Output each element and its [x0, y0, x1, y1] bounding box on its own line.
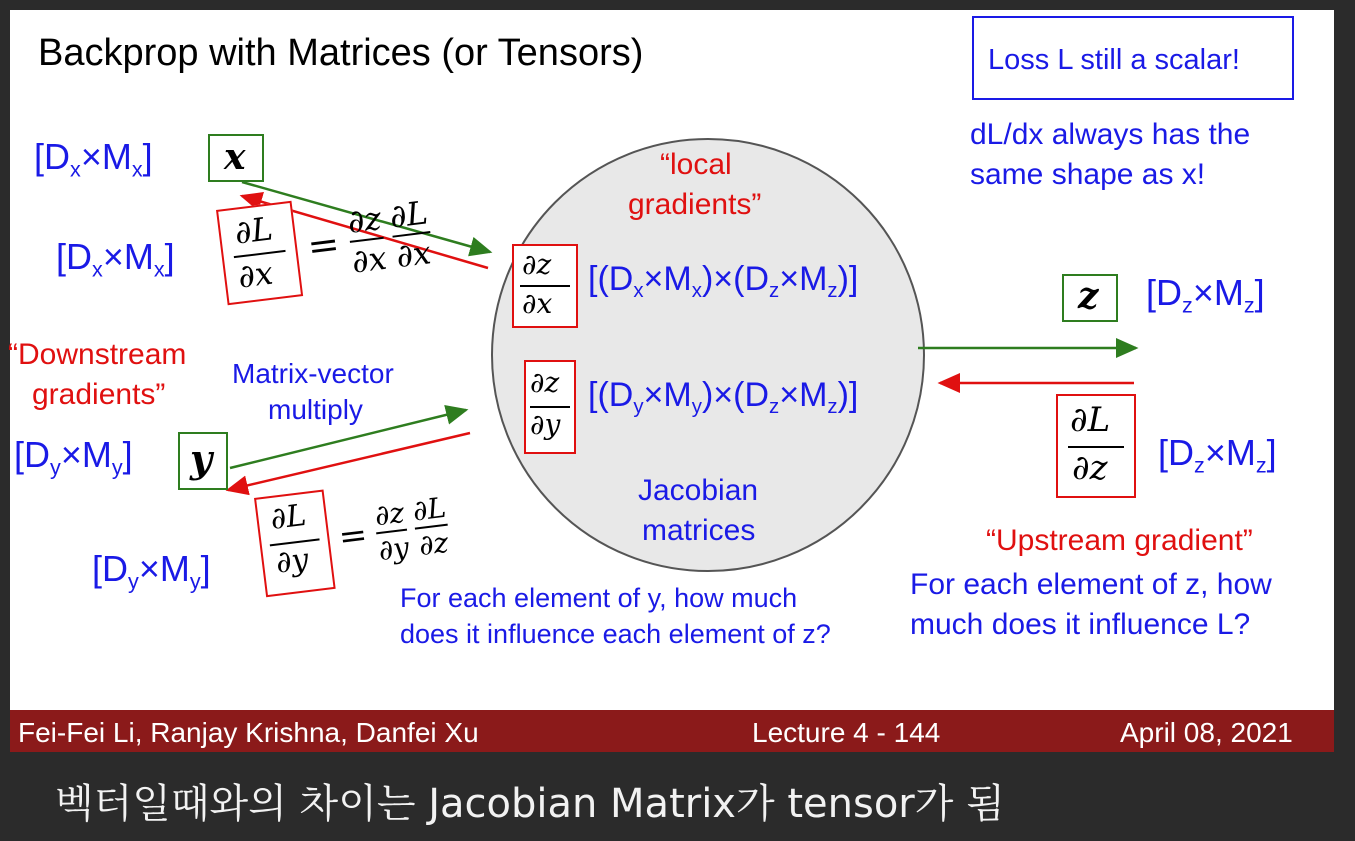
matvec-line2: multiply: [268, 394, 363, 425]
var-z-box: [1062, 274, 1118, 322]
local-gradients-line1: “local: [660, 148, 732, 181]
dim-x-grad: $[D_x\times M_x]$: [56, 236, 175, 282]
var-y-box: [178, 432, 228, 490]
footer-date: April 08, 2021: [1120, 717, 1293, 748]
footer-lecture: Lecture 4 - 144: [752, 717, 941, 748]
shape-note-line1: dL/dx always has the: [970, 118, 1251, 151]
jacobian-label-line1: Jacobian: [638, 474, 759, 507]
shape-note-line2: same shape as x!: [970, 158, 1206, 191]
upstream-dLdz-box: ∂L ∂z: [1056, 394, 1136, 498]
dim-x-top: $[D_x\times M_x]$: [34, 136, 153, 182]
dLdy-box: ∂L ∂y: [254, 489, 336, 597]
slide-title: Backprop with Matrices (or Tensors): [38, 32, 644, 74]
dim-z-grad: $[D_z\times M_z]$: [1158, 432, 1277, 478]
dim-y-top: $[D_y\times M_y]$: [14, 434, 133, 480]
dLdx-box: ∂L ∂x: [216, 201, 303, 306]
eq-dLdx: ∂L ∂x = ∂z ∂x ∂L ∂x: [216, 184, 436, 305]
dim-y-grad: $[D_y\times M_y]$: [92, 548, 211, 594]
slide-footer: [10, 710, 1334, 752]
subtitle-caption: 벡터일때와의 차이는 Jacobian Matrix가 tensor가 됨: [55, 781, 1005, 827]
upstream-question-line1: For each element of z, how: [910, 568, 1272, 601]
upstream-label: “Upstream gradient”: [986, 524, 1253, 557]
dim-z-top: $[D_z\times M_z]$: [1146, 272, 1265, 318]
jacobian-dzdx-dims: $[(D_x\times M_x)\times(D_z\times M_z)]$: [588, 260, 859, 303]
downstream-label-line2: gradients”: [32, 378, 166, 411]
jacobian-dzdy-box: ∂z ∂y: [524, 360, 576, 454]
downstream-label-line1: “Downstream: [8, 338, 187, 371]
footer-authors: Fei-Fei Li, Ranjay Krishna, Danfei Xu: [18, 717, 479, 748]
var-x: x: [224, 136, 246, 178]
loss-scalar-callout: [972, 16, 1294, 100]
var-z: z: [1078, 275, 1099, 317]
jacobian-question-line1: For each element of y, how much: [400, 583, 798, 613]
local-gradients-line2: gradients”: [628, 188, 762, 221]
lecture-slide: [10, 10, 1334, 710]
jacobian-label-line2: matrices: [642, 514, 756, 547]
loss-scalar-text: Loss L still a scalar!: [988, 44, 1240, 76]
upstream-question-line2: much does it influence L?: [910, 608, 1251, 641]
eq-dLdy: ∂L ∂y = ∂z ∂y ∂L ∂z: [254, 475, 454, 597]
jacobian-dzdy-dims: $[(D_y\times M_y)\times(D_z\times M_z)]$: [588, 376, 859, 419]
matvec-line1: Matrix-vector: [232, 358, 394, 389]
jacobian-question-line2: does it influence each element of z?: [400, 619, 831, 649]
var-x-box: [208, 134, 264, 182]
jacobian-dzdx-box: ∂z ∂x: [512, 244, 578, 328]
var-y: y: [190, 436, 213, 481]
